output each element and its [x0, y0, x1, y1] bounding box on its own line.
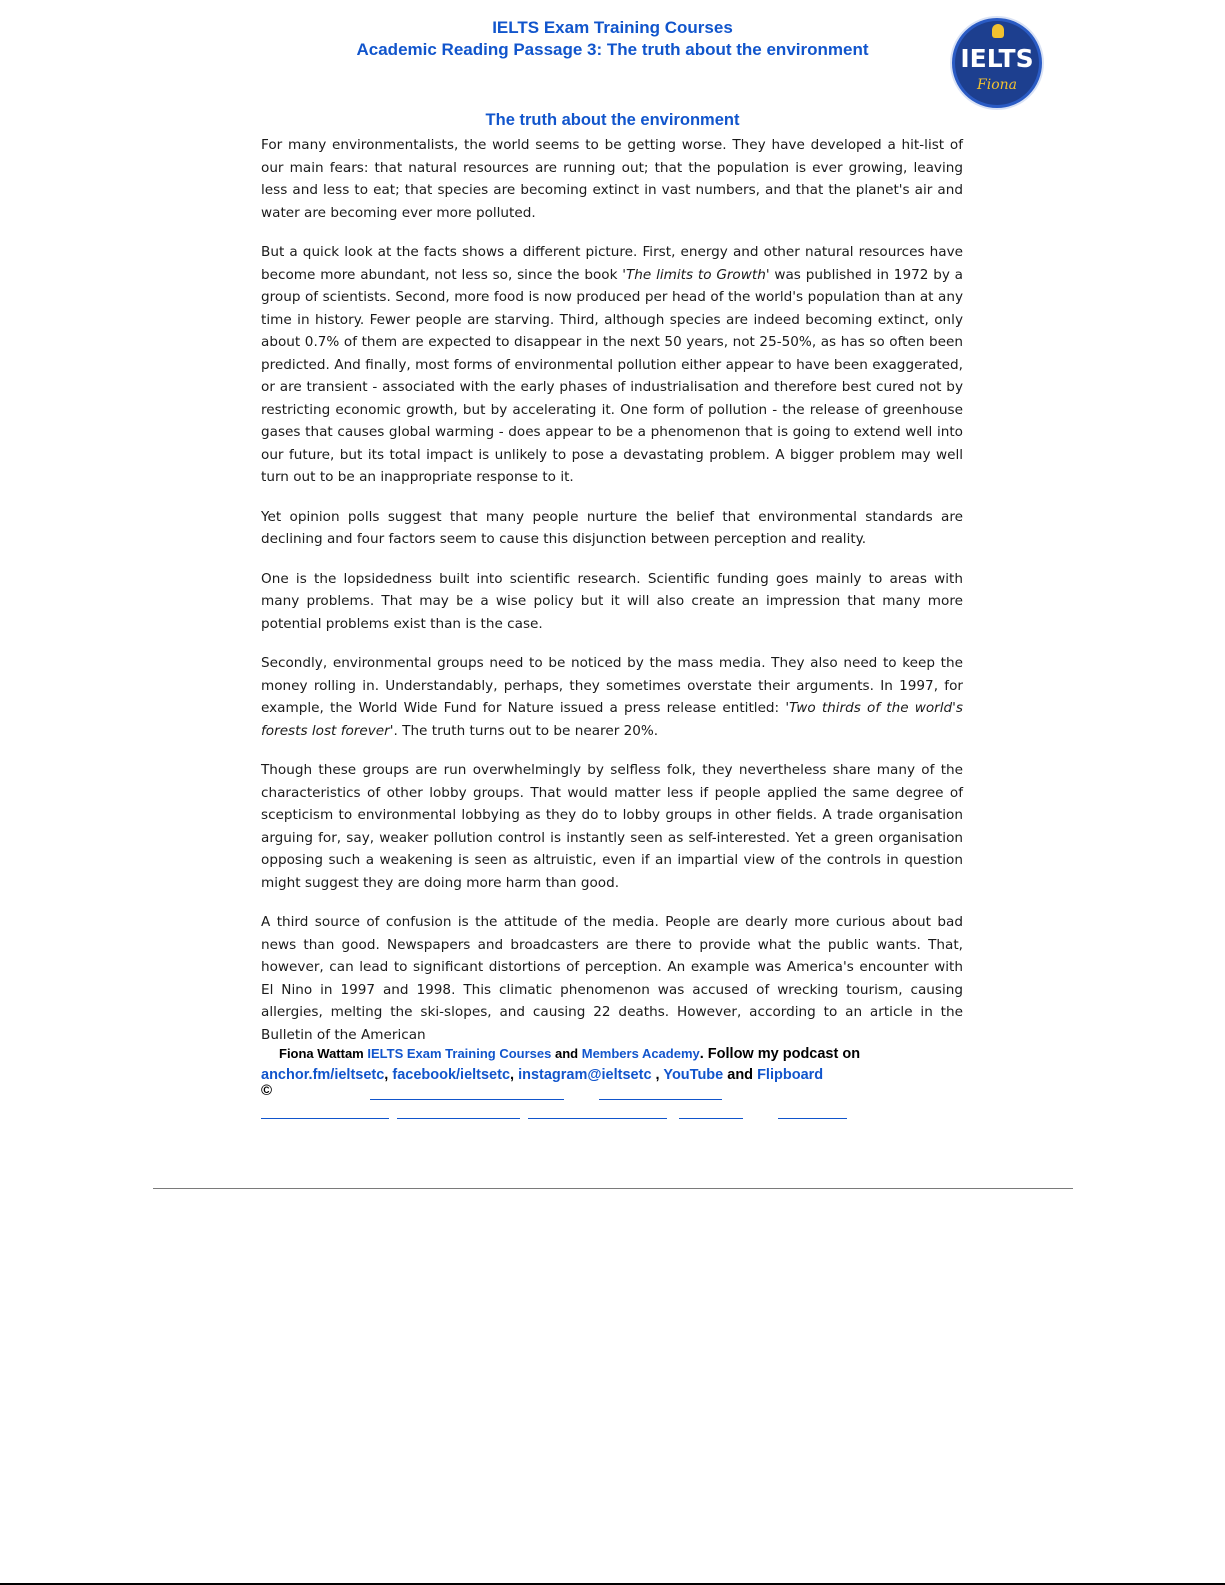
reading-passage: [261, 134, 963, 1046]
passage-title: Academic Reading Passage 3: The truth about the environment: [356, 40, 869, 59]
lightbulb-icon: [992, 24, 1004, 38]
youtube-link[interactable]: YouTube: [663, 1067, 724, 1083]
document-title: The truth about the environment: [485, 111, 740, 129]
book-title: 'The limits to Growth': [622, 266, 770, 283]
footer-social-line: anchor.fm/ieltsetc, facebook/ieltsetc, instagram@ieltsetc , YouTube and Flipboard: [261, 1067, 824, 1083]
paragraph-2: But a quick look at the facts shows a different picture. First, energy and other natural resources have become more abundant, not less so, since the book 'The limits to Growth' was published in 1972 by a group of scientists. Second, more food is now produced per head of the world's population than at any time in history. Fewer people are starving. Third, although species are indeed becoming extinct, only about 0.7% of them are expected to disappear in the next 50 years, not 25-50%, as has so often been predicted. And finally, most forms of environmental pollution either appear to have been exaggerated, or are transient - associated with the early phases of industrialisation and therefore best cured not by restricting economic growth, but by accelerating it. One form of pollution - the release of greenhouse gases that causes global warming - does appear to be a phenomenon that is going to extend well into our future, but its total impact is unlikely to pose a devastating problem. A bigger problem may well turn out to be an inappropriate response to it.: [261, 244, 963, 485]
press-release-quote: 'Two thirds of the world's forests lost forever': [261, 700, 963, 739]
courses-link[interactable]: IELTS Exam Training Courses: [367, 1046, 552, 1061]
anchor-link[interactable]: anchor.fm/ieltsetc: [261, 1067, 385, 1083]
facebook-link[interactable]: facebook/ieltsetc: [392, 1067, 511, 1083]
page-divider: [153, 1188, 1073, 1189]
link-underline: [679, 1118, 743, 1119]
link-underline: [370, 1099, 564, 1100]
paragraph-1: For many environmentalists, the world seems to be getting worse. They have developed a hit-list of our main fears: that natural resources are running out; that the population is ever growing, leaving less and less to eat; that species are becoming extinct in vast numbers, and that the planet's air and water are becoming ever more polluted.: [261, 137, 963, 221]
paragraph-6: Though these groups are run overwhelmingly by selfless folk, they nevertheless share many of the characteristics of other lobby groups. That would matter less if people applied the same degree of scepticism to environmental lobbying as they do to lobby groups in other fields. A trade organisation arguing for, say, weaker pollution control is instantly seen as self-interested. Yet a green organisation opposing such a weakening is seen as altruistic, even if an impartial view of the controls in question might suggest they are doing more harm than good.: [261, 762, 963, 891]
page-footer: [261, 1045, 963, 1099]
logo-main-text: IELTS: [960, 44, 1034, 73]
paragraph-3: Yet opinion polls suggest that many people nurture the belief that environmental standards are declining and four factors seem to cause this disjunction between perception and reality.: [261, 508, 963, 547]
link-underline: [778, 1118, 847, 1119]
paragraph-5: Secondly, environmental groups need to be noticed by the mass media. They also need to keep the money rolling in. Understandably, perhaps, they sometimes overstate their arguments. In 1997, for example, the World Wide Fund for Nature issued a press release entitled: 'Two thirds of the world's forests lost forever'. The truth turns out to be nearer 20%.: [261, 655, 963, 739]
course-title: IELTS Exam Training Courses: [492, 18, 733, 37]
paragraph-4: One is the lopsidedness built into scientific research. Scientific funding goes mainly to areas with many problems. That may be a wise policy but it will also create an impression that many more potential problems exist than is the case.: [261, 570, 963, 632]
author-name: Fiona Wattam: [279, 1046, 364, 1061]
logo-sub-text: Fiona: [977, 77, 1017, 93]
link-underline: [528, 1118, 667, 1119]
link-underline: [599, 1099, 722, 1100]
link-underline: [397, 1118, 520, 1119]
paragraph-7: A third source of confusion is the attitude of the media. People are dearly more curious about bad news than good. Newspapers and broadcasters are there to provide what the public wants. That, however, can lead to significant distortions of perception. An example was America's encounter with El Nino in 1997 and 1998. This climatic phenomenon was accused of wrecking tourism, causing allergies, melting the ski-slopes, and causing 22 deaths. However, according to an article in the Bulletin of the American: [261, 914, 963, 1043]
ielts-fiona-logo: [952, 18, 1042, 108]
copyright-symbol: ©: [261, 1082, 273, 1099]
instagram-link[interactable]: instagram@ieltsetc: [518, 1067, 652, 1083]
members-academy-link[interactable]: Members Academy: [581, 1046, 700, 1061]
link-underline: [261, 1118, 389, 1119]
footer-credit-line: Fiona Wattam IELTS Exam Training Courses and Members Academy. Follow my podcast on: [279, 1046, 861, 1062]
flipboard-link[interactable]: Flipboard: [757, 1067, 824, 1083]
